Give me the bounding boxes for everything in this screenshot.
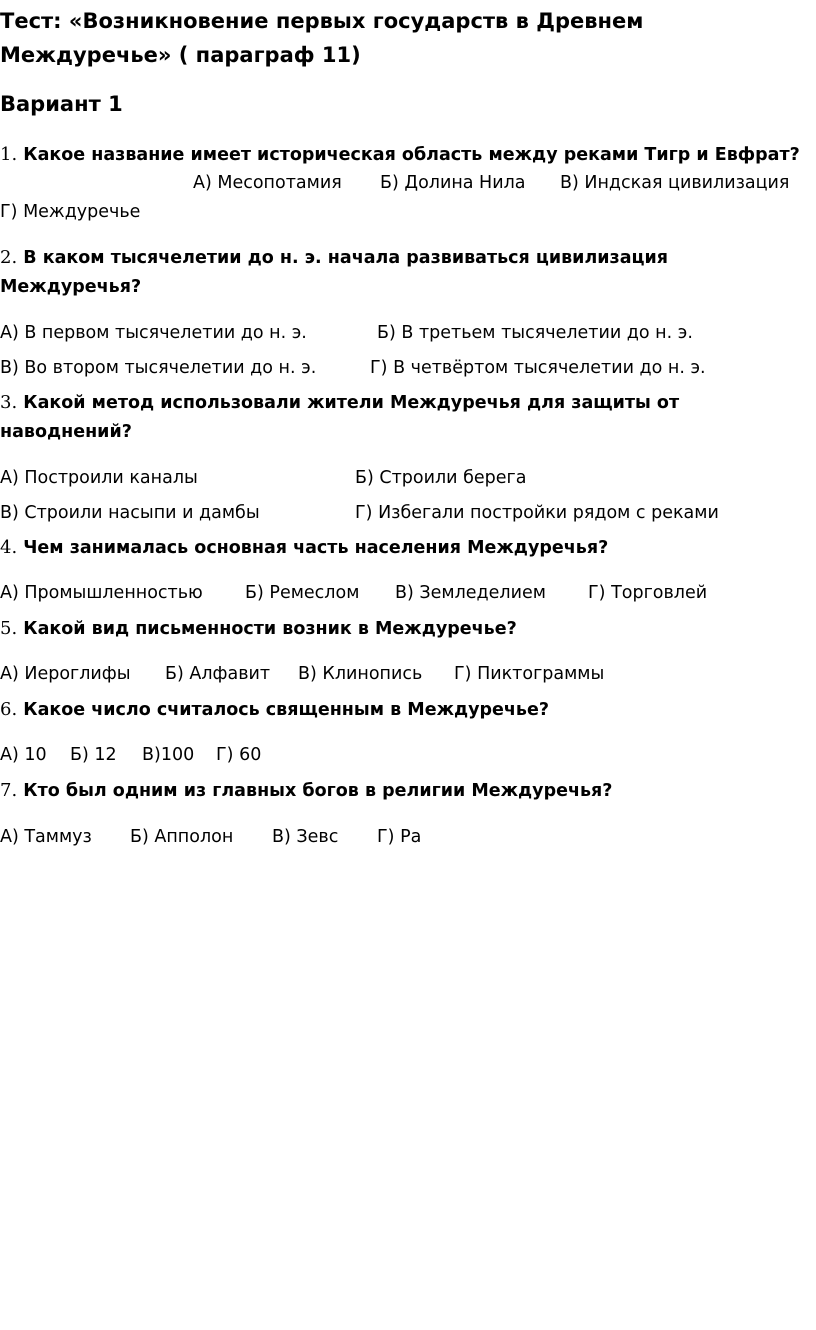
question-4-number: 4. [0,537,18,558]
question-4 [0,533,812,563]
question-3-number: 3. [0,392,18,413]
q1-option-c: В) Индская цивилизация [560,173,790,193]
variant-heading: Вариант 1 [0,92,123,116]
question-6-number: 6. [0,699,18,720]
question-2-text: В каком тысячелетии до н. э. начала развиваться цивилизация Междуречья? [0,248,668,297]
question-6-text: Какое число считалось священным в Междуречье? [23,700,550,720]
q6-option-a: А) 10 [0,745,47,765]
question-2 [0,243,812,302]
q7-option-b: Б) Апполон [130,827,234,847]
q2-option-a: А) В первом тысячелетии до н. э. [0,323,307,343]
q1-option-b: Б) Долина Нила [380,173,526,193]
q7-option-c: В) Зевс [272,827,339,847]
q1-option-a: А) Месопотамия [193,173,342,193]
document-title: Тест: «Возникновение первых государств в Древнем Междуречье» ( параграф 11) [0,9,644,67]
question-7 [0,776,812,806]
q5-option-d: Г) Пиктограммы [454,664,605,684]
q4-option-c: В) Земледелием [395,583,546,603]
q6-option-c: В)100 [142,745,195,765]
q3-option-c: В) Строили насыпи и дамбы [0,503,260,523]
q3-option-b: Б) Строили берега [355,468,527,488]
q1-option-d: Г) Междуречье [0,202,141,222]
question-6 [0,695,812,725]
q3-option-d: Г) Избегали постройки рядом с реками [355,503,719,523]
q2-option-d: Г) В четвёртом тысячелетии до н. э. [370,358,706,378]
q6-option-b: Б) 12 [70,745,117,765]
question-3 [0,388,812,447]
q4-option-a: А) Промышленностью [0,583,203,603]
question-1-number: 1. [0,144,18,165]
question-7-text: Кто был одним из главных богов в религии Междуречья? [23,781,613,801]
q7-option-d: Г) Ра [377,827,422,847]
q5-option-b: Б) Алфавит [165,664,271,684]
question-5 [0,614,812,644]
q4-option-d: Г) Торговлей [588,583,708,603]
q5-option-a: А) Иероглифы [0,664,131,684]
q2-option-b: Б) В третьем тысячелетии до н. э. [377,323,693,343]
question-4-text: Чем занималась основная часть населения Междуречья? [23,538,609,558]
q5-option-c: В) Клинопись [298,664,423,684]
question-7-number: 7. [0,780,18,801]
q3-option-a: А) Построили каналы [0,468,198,488]
question-1-text: Какое название имеет историческая область между реками Тигр и Евфрат? [23,145,800,165]
question-5-number: 5. [0,618,18,639]
question-1 [0,140,812,170]
question-3-text: Какой метод использовали жители Междуречья для защиты от наводнений? [0,393,680,442]
q6-option-d: Г) 60 [216,745,262,765]
q2-option-c: В) Во втором тысячелетии до н. э. [0,358,317,378]
question-5-text: Какой вид письменности возник в Междуречье? [23,619,517,639]
q7-option-a: А) Таммуз [0,827,92,847]
question-2-number: 2. [0,247,18,268]
q4-option-b: Б) Ремеслом [245,583,360,603]
